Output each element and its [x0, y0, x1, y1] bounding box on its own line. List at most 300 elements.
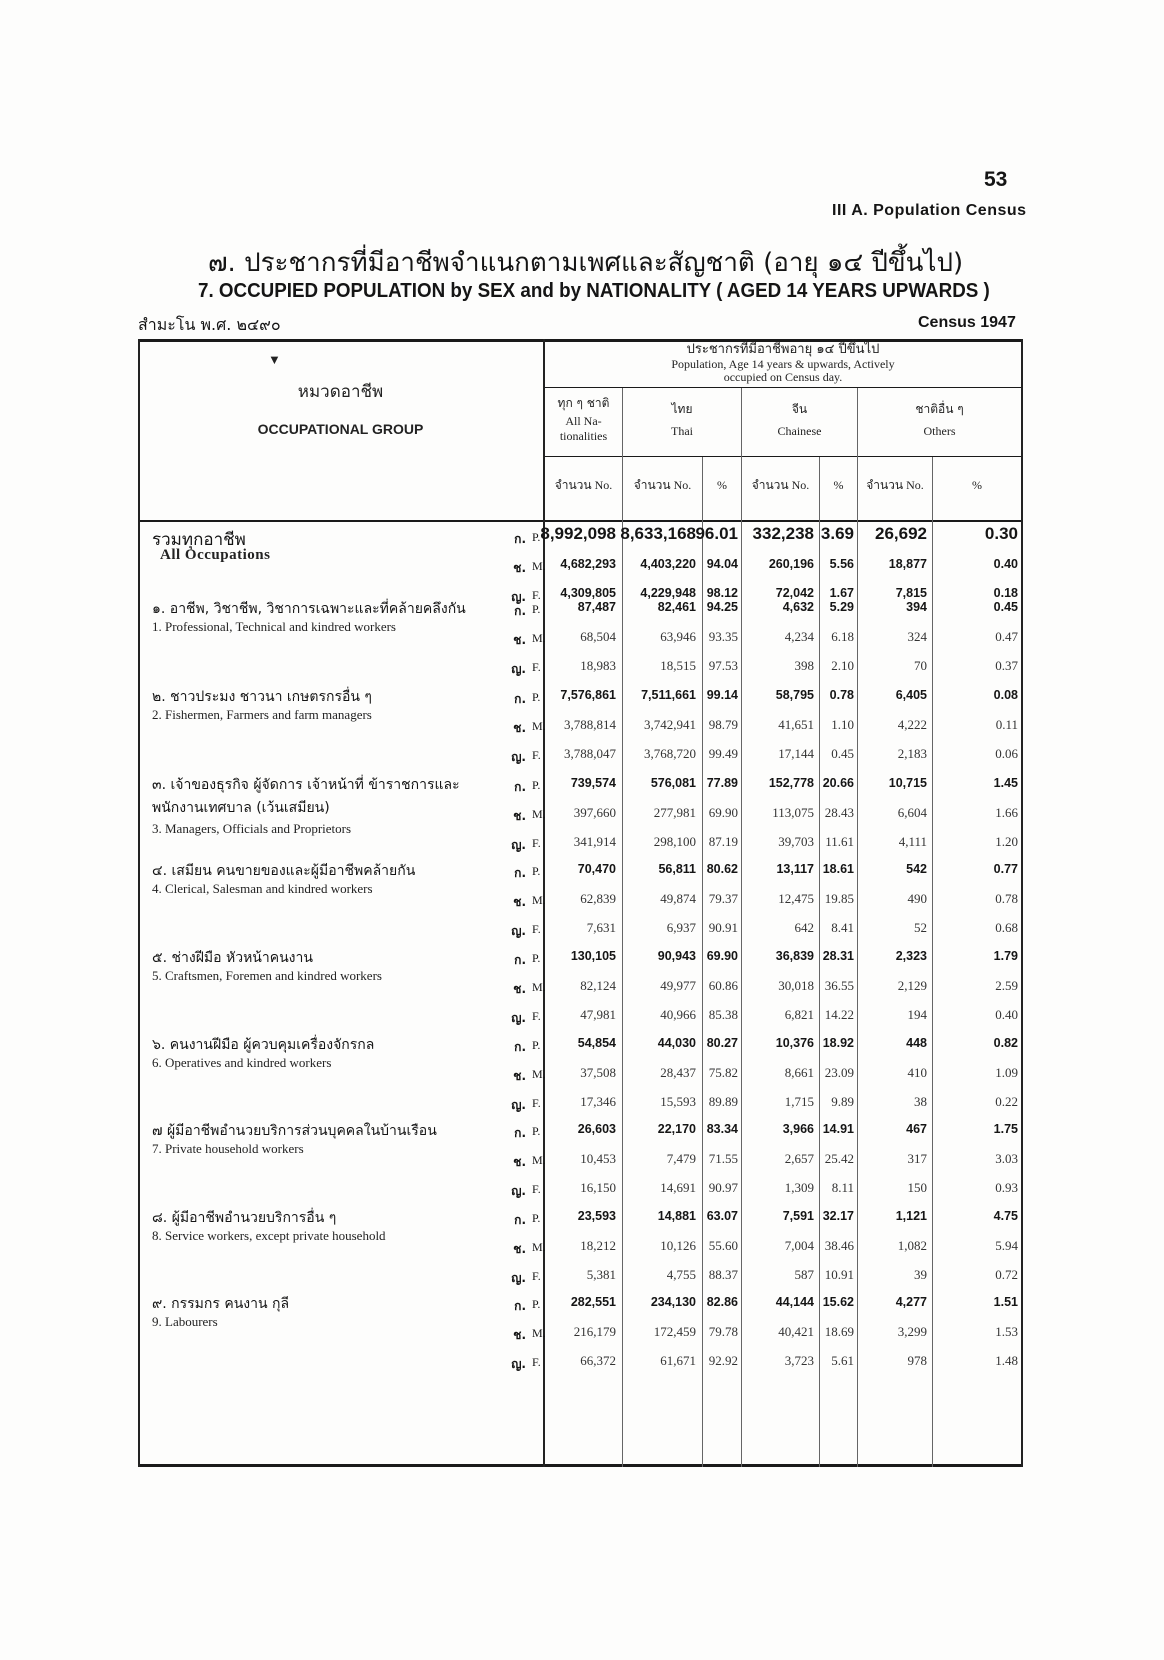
sex-label-thai: ก.: [514, 780, 526, 794]
cell-all-no: 4,309,805: [560, 586, 616, 600]
cell-chinese-no: 6,821: [784, 1007, 814, 1022]
sex-label-thai: ก.: [514, 604, 526, 618]
table-row: [138, 857, 1023, 887]
cell-chinese-pct: 18.92: [822, 1036, 854, 1050]
cell-chinese-no: 4,234: [784, 629, 814, 644]
header-span-thai: ประชากรที่มีอาชีพอายุ ๑๔ ปีขึ้นไป: [686, 342, 880, 357]
cell-chinese-no: 152,778: [768, 776, 814, 790]
group-label-thai: ๔. เสมียน คนขายของและผู้มีอาชีพคล้ายกัน: [152, 863, 416, 879]
cell-thai-no: 15,593: [660, 1094, 696, 1109]
cell-all-no: 16,150: [580, 1180, 616, 1195]
cell-others-pct: 2.59: [995, 978, 1018, 993]
cell-others-no: 6,405: [895, 688, 927, 702]
sex-label-english: P.: [532, 1211, 541, 1225]
header-all-english-1: All Na-: [565, 414, 602, 428]
census-label-english: Census 1947: [918, 314, 1016, 331]
cell-chinese-pct: 1.10: [831, 717, 854, 732]
population-table: [138, 339, 1023, 1467]
group-label-thai: ๙. กรรมกร คนงาน กุลี: [152, 1296, 290, 1312]
cell-chinese-no: 36,839: [775, 949, 814, 963]
cell-others-no: 542: [906, 862, 927, 876]
cell-others-pct: 0.18: [993, 586, 1018, 600]
cell-others-no: 38: [914, 1094, 927, 1109]
sex-label-english: P.: [532, 530, 541, 544]
sex-label-thai: ญ.: [511, 1011, 526, 1025]
cell-others-no: 6,604: [897, 805, 927, 820]
sex-label-english: F.: [532, 1009, 541, 1023]
cell-chinese-pct: 1.67: [829, 586, 854, 600]
table-row: [138, 973, 1023, 1003]
cell-others-pct: 0.37: [995, 658, 1018, 673]
sex-label-thai: ญ.: [511, 750, 526, 764]
table-bottom-rule: [138, 1464, 1023, 1467]
cell-others-pct: 1.09: [995, 1065, 1018, 1080]
cell-thai-pct: 80.27: [706, 1036, 738, 1050]
cell-thai-no: 40,966: [660, 1007, 696, 1022]
cell-all-no: 10,453: [580, 1151, 616, 1166]
cell-thai-pct: 83.34: [706, 1122, 738, 1136]
table-row: [138, 523, 1023, 553]
cell-thai-no: 90,943: [657, 949, 696, 963]
cell-all-no: 130,105: [570, 949, 616, 963]
cell-thai-no: 3,768,720: [644, 746, 696, 761]
cell-others-no: 26,692: [875, 524, 927, 543]
header-mark: ▼: [268, 352, 281, 367]
cell-chinese-pct: 38.46: [824, 1238, 854, 1253]
cell-others-no: 2,323: [895, 949, 927, 963]
cell-thai-pct: 94.25: [706, 600, 738, 614]
cell-all-no: 47,981: [580, 1007, 616, 1022]
cell-thai-pct: 88.37: [708, 1267, 738, 1282]
sex-label-thai: ช.: [513, 982, 526, 996]
cell-chinese-no: 17,144: [778, 746, 814, 761]
header-others-thai: ชาติอื่น ๆ: [915, 402, 964, 416]
cell-thai-no: 8,633,168: [620, 524, 696, 543]
cell-thai-pct: 80.62: [706, 862, 738, 876]
cell-others-no: 194: [907, 1007, 927, 1022]
cell-thai-no: 56,811: [658, 862, 696, 876]
cell-thai-pct: 79.78: [708, 1324, 738, 1339]
sex-label-thai: ช.: [513, 1155, 526, 1169]
sex-label-thai: ก.: [514, 866, 526, 880]
sex-label-thai: ช.: [513, 1328, 526, 1342]
span-header-rule: [545, 387, 1023, 388]
header-bottom-rule: [138, 520, 1023, 522]
table-title-thai: ๗. ประชากรที่มีอาชีพจำแนกตามเพศและสัญชาติ (อายุ ๑๔ ปีขึ้นไป): [208, 248, 964, 278]
sex-label-thai: ญ.: [511, 662, 526, 676]
cell-all-no: 62,839: [580, 891, 616, 906]
header-no-all: จำนวน No.: [554, 478, 613, 492]
cell-chinese-no: 7,004: [784, 1238, 814, 1253]
cell-others-no: 3,299: [897, 1324, 927, 1339]
header-chinese-english: Chainese: [777, 424, 822, 438]
cell-chinese-no: 30,018: [778, 978, 814, 993]
cell-others-no: 410: [907, 1065, 927, 1080]
cell-others-pct: 0.40: [993, 557, 1018, 571]
group-label-thai: ๑. อาชีพ, วิชาชีพ, วิชาการเฉพาะและที่คล้ายคลึงกัน: [152, 601, 466, 617]
cell-chinese-pct: 14.91: [822, 1122, 854, 1136]
cell-chinese-pct: 5.29: [829, 600, 854, 614]
group-label-thai: ๖. คนงานฝีมือ ผู้ควบคุมเครื่องจักรกล: [152, 1037, 375, 1053]
sex-label-english: P.: [532, 602, 541, 616]
table-row: [138, 1348, 1023, 1378]
cell-others-pct: 1.51: [993, 1295, 1018, 1309]
group-label-thai-line2: พนักงานเทศบาล (เว้นเสมียน): [152, 800, 330, 816]
cell-others-pct: 0.11: [995, 717, 1018, 732]
group-label-thai: ๘. ผู้มีอาชีพอำนวยบริการอื่น ๆ: [152, 1210, 337, 1226]
cell-chinese-pct: 15.62: [822, 1295, 854, 1309]
cell-others-pct: 0.82: [993, 1036, 1018, 1050]
cell-thai-no: 3,742,941: [644, 717, 696, 732]
cell-thai-pct: 93.35: [708, 629, 738, 644]
table-row: [138, 771, 1023, 801]
cell-all-no: 66,372: [580, 1353, 616, 1368]
sex-label-thai: ก.: [514, 1299, 526, 1313]
sex-label-english: F.: [532, 1269, 541, 1283]
cell-others-pct: 0.40: [995, 1007, 1018, 1022]
table-row: [138, 1175, 1023, 1205]
cell-others-no: 2,129: [897, 978, 927, 993]
sex-label-english: F.: [532, 1096, 541, 1110]
header-chinese-thai: จีน: [791, 402, 808, 416]
cell-others-pct: 0.47: [995, 629, 1018, 644]
cell-all-no: 17,346: [580, 1094, 616, 1109]
cell-thai-pct: 99.49: [708, 746, 738, 761]
table-row: [138, 1262, 1023, 1292]
cell-thai-no: 14,691: [660, 1180, 696, 1195]
cell-thai-pct: 87.19: [708, 834, 738, 849]
cell-all-no: 18,212: [580, 1238, 616, 1253]
sex-label-thai: ก.: [514, 692, 526, 706]
cell-chinese-no: 44,144: [775, 1295, 814, 1309]
sex-label-english: M.: [532, 631, 546, 645]
cell-thai-no: 4,403,220: [640, 557, 696, 571]
cell-thai-pct: 90.91: [708, 920, 738, 935]
cell-all-no: 739,574: [570, 776, 616, 790]
cell-others-pct: 0.78: [995, 891, 1018, 906]
table-row: [138, 1146, 1023, 1176]
cell-others-no: 18,877: [888, 557, 927, 571]
page-number: 53: [984, 168, 1008, 191]
table-row: [138, 712, 1023, 742]
cell-chinese-no: 4,632: [782, 600, 814, 614]
cell-chinese-pct: 14.22: [824, 1007, 854, 1022]
group-label-thai: ๓. เจ้าของธุรกิจ ผู้จัดการ เจ้าหน้าที่ ข้าราชการและ: [152, 777, 460, 793]
sex-label-english: M.: [532, 1067, 546, 1081]
cell-others-pct: 1.53: [995, 1324, 1018, 1339]
cell-thai-no: 49,977: [660, 978, 696, 993]
subheader-rule: [545, 456, 1023, 457]
sex-label-english: F.: [532, 748, 541, 762]
cell-thai-no: 277,981: [653, 805, 696, 820]
sex-label-thai: ก.: [514, 1040, 526, 1054]
cell-all-no: 4,682,293: [560, 557, 616, 571]
cell-thai-pct: 99.14: [706, 688, 738, 702]
header-thai-english: Thai: [671, 424, 693, 438]
cell-chinese-no: 58,795: [775, 688, 814, 702]
cell-others-pct: 0.77: [993, 862, 1018, 876]
sex-label-english: P.: [532, 864, 541, 878]
cell-chinese-no: 3,723: [784, 1353, 814, 1368]
cell-all-no: 8,992,098: [540, 524, 616, 543]
group-label-english: 4. Clerical, Salesman and kindred workers: [152, 881, 373, 896]
sex-label-english: M.: [532, 719, 546, 733]
cell-others-no: 10,715: [888, 776, 927, 790]
sex-label-english: P.: [532, 690, 541, 704]
cell-thai-pct: 63.07: [706, 1209, 738, 1223]
cell-thai-no: 172,459: [653, 1324, 696, 1339]
cell-chinese-no: 8,661: [784, 1065, 814, 1080]
table-row: [138, 1319, 1023, 1349]
cell-chinese-pct: 9.89: [831, 1094, 854, 1109]
sex-label-english: P.: [532, 1124, 541, 1138]
cell-all-no: 3,788,047: [564, 746, 616, 761]
sex-label-english: P.: [532, 1038, 541, 1052]
sex-label-thai: ก.: [514, 532, 526, 546]
cell-chinese-pct: 19.85: [824, 891, 854, 906]
group-label-english: 1. Professional, Technical and kindred workers: [152, 619, 396, 634]
cell-thai-pct: 98.12: [706, 586, 738, 600]
cell-others-pct: 1.79: [993, 949, 1018, 963]
group-label-thai: ๒. ชาวประมง ชาวนา เกษตรกรอื่น ๆ: [152, 689, 372, 705]
table-row: [138, 886, 1023, 916]
cell-chinese-no: 587: [794, 1267, 814, 1282]
cell-all-no: 82,124: [580, 978, 616, 993]
census-label-thai: สำมะโน พ.ศ. ๒๔๙๐: [138, 315, 281, 334]
group-label-english: All Occupations: [160, 547, 271, 563]
cell-all-no: 397,660: [573, 805, 616, 820]
table-row: [138, 741, 1023, 771]
cell-thai-pct: 85.38: [708, 1007, 738, 1022]
sex-label-thai: ญ.: [511, 1098, 526, 1112]
cell-others-no: 394: [906, 600, 927, 614]
cell-all-no: 68,504: [580, 629, 616, 644]
cell-others-pct: 0.68: [995, 920, 1018, 935]
cell-chinese-pct: 0.45: [831, 746, 854, 761]
table-row: [138, 800, 1023, 830]
sex-label-english: M.: [532, 980, 546, 994]
table-row: [138, 653, 1023, 683]
sex-label-english: M.: [532, 1240, 546, 1254]
cell-others-pct: 0.30: [984, 524, 1018, 543]
cell-chinese-no: 260,196: [768, 557, 814, 571]
cell-thai-pct: 69.90: [706, 949, 738, 963]
cell-thai-no: 82,461: [657, 600, 696, 614]
table-row: [138, 624, 1023, 654]
group-label-english: 2. Fishermen, Farmers and farm managers: [152, 707, 372, 722]
sex-label-thai: ก.: [514, 1126, 526, 1140]
group-label-english: 7. Private household workers: [152, 1141, 304, 1156]
cell-thai-pct: 69.90: [708, 805, 738, 820]
cell-thai-pct: 94.04: [706, 557, 738, 571]
table-top-rule: [138, 339, 1023, 342]
header-others-english: Others: [923, 424, 956, 438]
cell-thai-no: 14,881: [657, 1209, 696, 1223]
cell-chinese-no: 1,715: [784, 1094, 814, 1109]
cell-chinese-pct: 23.09: [824, 1065, 854, 1080]
cell-chinese-pct: 8.11: [831, 1180, 854, 1195]
cell-others-no: 324: [907, 629, 927, 644]
cell-all-no: 23,593: [577, 1209, 616, 1223]
sex-label-english: M.: [532, 559, 546, 573]
header-pct-others: %: [972, 478, 982, 492]
cell-chinese-no: 13,117: [776, 862, 814, 876]
header-no-chinese: จำนวน No.: [751, 478, 810, 492]
cell-chinese-pct: 20.66: [822, 776, 854, 790]
cell-chinese-no: 72,042: [775, 586, 814, 600]
cell-chinese-pct: 25.42: [824, 1151, 854, 1166]
cell-thai-pct: 71.55: [708, 1151, 738, 1166]
sex-label-thai: ช.: [513, 721, 526, 735]
cell-others-no: 4,277: [895, 1295, 927, 1309]
cell-others-no: 317: [907, 1151, 927, 1166]
cell-others-pct: 1.75: [993, 1122, 1018, 1136]
cell-chinese-pct: 11.61: [825, 834, 854, 849]
cell-all-no: 70,470: [577, 862, 616, 876]
sex-label-thai: ญ.: [511, 1357, 526, 1371]
cell-all-no: 341,914: [573, 834, 616, 849]
cell-others-no: 4,111: [898, 834, 927, 849]
cell-thai-no: 28,437: [660, 1065, 696, 1080]
cell-others-pct: 5.94: [995, 1238, 1018, 1253]
table-row: [138, 1060, 1023, 1090]
group-label-english: 5. Craftsmen, Foremen and kindred workers: [152, 968, 382, 983]
cell-thai-pct: 82.86: [706, 1295, 738, 1309]
cell-thai-no: 61,671: [660, 1353, 696, 1368]
sex-label-thai: ญ.: [511, 590, 526, 604]
cell-all-no: 54,854: [577, 1036, 616, 1050]
cell-others-no: 1,082: [897, 1238, 927, 1253]
cell-chinese-pct: 18.69: [824, 1324, 854, 1339]
cell-chinese-no: 2,657: [784, 1151, 814, 1166]
table-row: [138, 829, 1023, 859]
cell-chinese-pct: 18.61: [822, 862, 854, 876]
cell-all-no: 37,508: [580, 1065, 616, 1080]
table-row: [138, 1089, 1023, 1119]
table-row: [138, 1204, 1023, 1234]
cell-thai-pct: 96.01: [695, 524, 738, 543]
cell-thai-no: 10,126: [660, 1238, 696, 1253]
sex-label-english: F.: [532, 922, 541, 936]
group-label-thai: ๗ ผู้มีอาชีพอำนวยบริการส่วนบุคคลในบ้านเรือน: [152, 1123, 437, 1139]
cell-chinese-pct: 28.43: [824, 805, 854, 820]
sex-label-english: M.: [532, 1153, 546, 1167]
cell-all-no: 7,576,861: [560, 688, 616, 702]
sex-label-english: F.: [532, 836, 541, 850]
cell-thai-pct: 97.53: [708, 658, 738, 673]
cell-others-pct: 1.45: [993, 776, 1018, 790]
cell-chinese-pct: 5.61: [831, 1353, 854, 1368]
cell-thai-pct: 92.92: [708, 1353, 738, 1368]
section-heading: III A. Population Census: [832, 202, 1027, 219]
cell-others-pct: 0.08: [993, 688, 1018, 702]
header-group-thai: หมวดอาชีพ: [297, 382, 384, 402]
cell-chinese-no: 642: [794, 920, 814, 935]
header-thai-thai: ไทย: [671, 402, 693, 416]
cell-thai-pct: 77.89: [706, 776, 738, 790]
sex-label-thai: ก.: [514, 1213, 526, 1227]
cell-chinese-pct: 36.55: [824, 978, 854, 993]
cell-others-pct: 0.93: [995, 1180, 1018, 1195]
table-row: [138, 595, 1023, 625]
cell-chinese-no: 41,651: [778, 717, 814, 732]
cell-thai-no: 298,100: [653, 834, 696, 849]
cell-others-pct: 0.06: [995, 746, 1018, 761]
cell-others-no: 467: [906, 1122, 927, 1136]
cell-others-no: 2,183: [897, 746, 927, 761]
sex-label-thai: ช.: [513, 809, 526, 823]
sex-label-thai: ญ.: [511, 1271, 526, 1285]
sex-label-thai: ช.: [513, 633, 526, 647]
cell-chinese-no: 12,475: [778, 891, 814, 906]
sex-label-english: M.: [532, 807, 546, 821]
cell-thai-pct: 89.89: [708, 1094, 738, 1109]
cell-thai-no: 7,479: [666, 1151, 696, 1166]
cell-chinese-pct: 5.56: [829, 557, 854, 571]
cell-chinese-pct: 8.41: [831, 920, 854, 935]
cell-chinese-no: 39,703: [778, 834, 814, 849]
sex-label-english: M.: [532, 1326, 546, 1340]
cell-chinese-no: 332,238: [752, 524, 814, 543]
cell-thai-no: 6,937: [666, 920, 696, 935]
group-label-thai: ๕. ช่างฝีมือ หัวหน้าคนงาน: [152, 950, 313, 966]
header-pct-chinese: %: [833, 478, 844, 492]
table-row: [138, 683, 1023, 713]
cell-thai-pct: 79.37: [708, 891, 738, 906]
cell-others-pct: 1.66: [995, 805, 1018, 820]
group-label-english: 6. Operatives and kindred workers: [152, 1055, 332, 1070]
cell-others-no: 150: [907, 1180, 927, 1195]
table-row: [138, 1031, 1023, 1061]
cell-all-no: 3,788,814: [564, 717, 616, 732]
header-all-english-2: tionalities: [559, 429, 608, 443]
sex-label-english: M.: [532, 893, 546, 907]
sex-label-english: P.: [532, 1297, 541, 1311]
cell-others-no: 1,121: [895, 1209, 927, 1223]
cell-others-pct: 0.72: [995, 1267, 1018, 1282]
header-span-english-1: Population, Age 14 years & upwards, Actively: [671, 357, 895, 371]
cell-thai-pct: 60.86: [708, 978, 738, 993]
table-row: [138, 1117, 1023, 1147]
table-row: [138, 1233, 1023, 1263]
sex-label-english: F.: [532, 588, 541, 602]
sex-label-thai: ช.: [513, 561, 526, 575]
sex-label-english: P.: [532, 778, 541, 792]
sex-label-thai: ญ.: [511, 1184, 526, 1198]
cell-chinese-pct: 6.18: [831, 629, 854, 644]
cell-chinese-pct: 32.17: [822, 1209, 854, 1223]
cell-thai-no: 18,515: [660, 658, 696, 673]
cell-others-pct: 4.75: [993, 1209, 1018, 1223]
cell-chinese-pct: 2.10: [831, 658, 854, 673]
cell-others-no: 978: [907, 1353, 927, 1368]
header-no-others: จำนวน No.: [866, 478, 924, 492]
cell-all-no: 26,603: [577, 1122, 616, 1136]
cell-thai-no: 4,229,948: [640, 586, 696, 600]
cell-others-no: 70: [914, 658, 927, 673]
header-no-thai: จำนวน No.: [633, 478, 692, 492]
cell-thai-pct: 55.60: [708, 1238, 738, 1253]
cell-others-pct: 1.20: [995, 834, 1018, 849]
cell-all-no: 18,983: [580, 658, 616, 673]
cell-thai-no: 234,130: [650, 1295, 696, 1309]
table-title-english: 7. OCCUPIED POPULATION by SEX and by NATIONALITY ( AGED 14 YEARS UPWARDS ): [198, 280, 990, 302]
cell-chinese-no: 1,309: [784, 1180, 814, 1195]
table-row: [138, 915, 1023, 945]
cell-others-no: 448: [906, 1036, 927, 1050]
cell-thai-no: 4,755: [666, 1267, 696, 1282]
group-label-english: 9. Labourers: [152, 1314, 218, 1329]
